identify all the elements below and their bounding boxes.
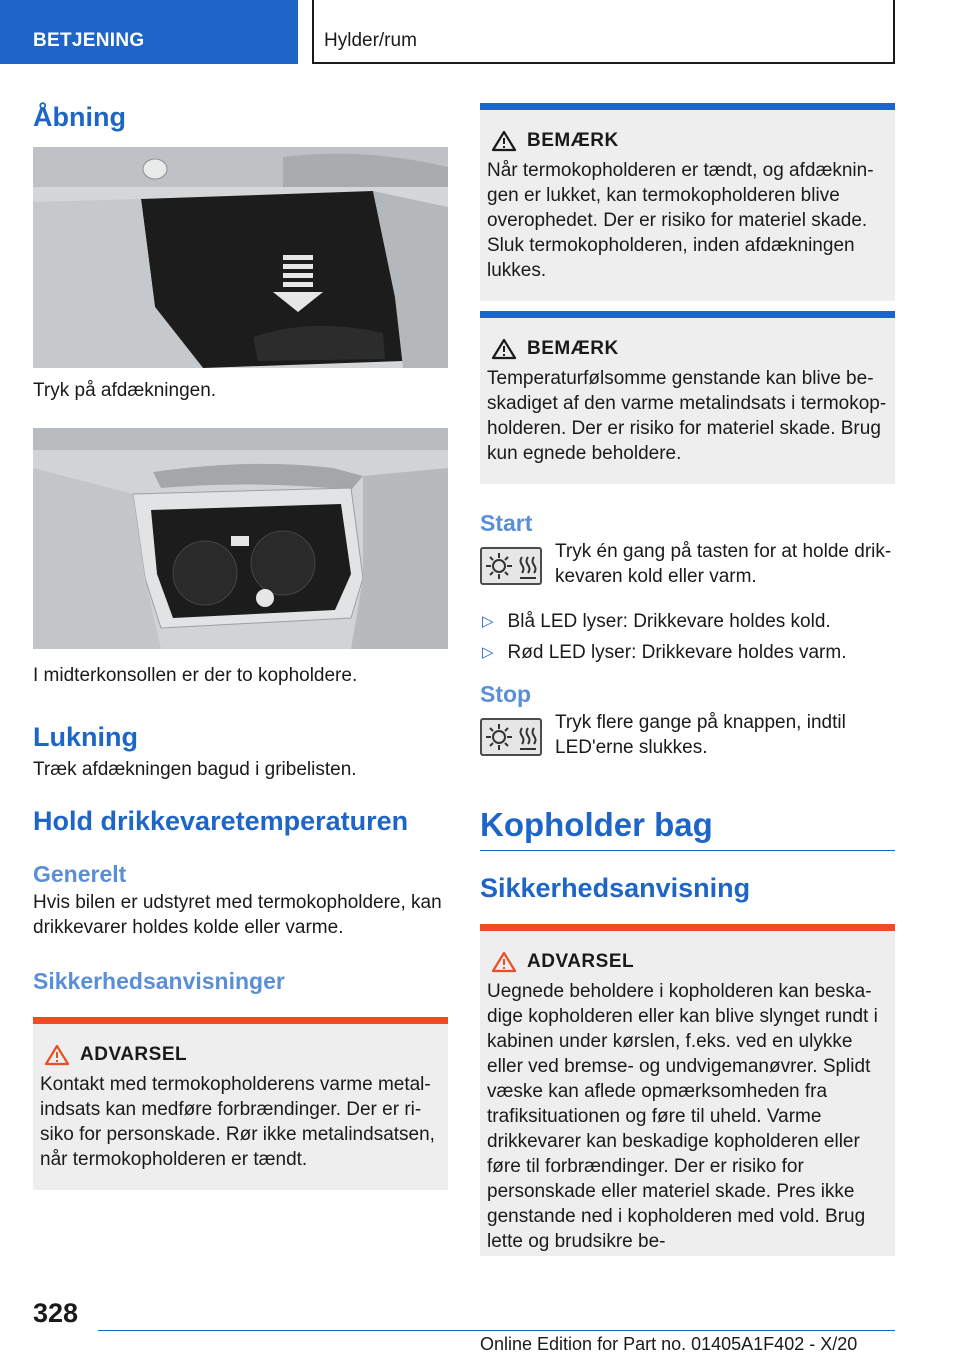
footer-rule: [98, 1330, 895, 1331]
stop-text: Tryk flere gange på knappen, indtil LED'erne slukkes.: [555, 712, 846, 758]
cupholder-cover-photo: [33, 147, 448, 368]
warning-title: ADVARSEL: [80, 1044, 188, 1065]
led-status-list: [480, 609, 895, 665]
closing-heading: Lukning: [33, 722, 138, 752]
notice-title: BEMÆRK: [527, 130, 619, 151]
notice-box-2: [480, 311, 895, 484]
cover-closed-illustration: [33, 147, 448, 368]
bullet-triangle-icon: ▷: [482, 613, 494, 630]
opening-heading: Åbning: [33, 102, 126, 132]
right-column: [480, 103, 895, 1256]
warning-box-left: [33, 1017, 448, 1190]
cooling-heating-button-icon: [480, 718, 542, 756]
notice-title: BEMÆRK: [527, 338, 619, 359]
notice-header: [487, 130, 888, 152]
warning-title: ADVARSEL: [527, 951, 635, 972]
chapter-heading: Kopholder bag: [480, 806, 713, 843]
closing-text: Træk afdækningen bagud i gribelisten.: [33, 759, 357, 780]
stop-row: [480, 710, 895, 760]
section-tab: BETJENING: [0, 0, 298, 64]
warning-box-right: [480, 924, 895, 1256]
footer-edition: Online Edition for Part no. 01405A1F402 - X/20: [480, 1334, 858, 1354]
page-title: Hylder/rum: [312, 0, 895, 64]
chapter-heading-block: [480, 806, 895, 851]
start-text: Tryk én gang på tasten for at holde drikkevaren kold eller varm.: [555, 541, 892, 587]
warning-triangle-icon: [491, 338, 517, 360]
safety-heading-right: Sikkerhedsanvisning: [480, 873, 751, 903]
start-heading: Start: [480, 510, 533, 536]
notice-text: Når termokopholderen er tændt, og afdækningen er lukket, kan termokopholderen blive overophedet. Der er risiko for materiel skade. Sluk termokopholderen, inden afdækningen lukkes.: [487, 160, 874, 281]
warning-text: Kontakt med termokopholderens varme metalindsats kan medføre forbrændinger. Der er risiko for personskade. Rør ikke metalindsatsen, når termokopholderen er tændt.: [40, 1074, 435, 1170]
warning-text: Uegnede beholdere i kopholderen kan beskadige kopholderen eller kan blive slynget rundt i kabinen under kørslen, f.eks. ved en ulykke eller ved bremse- og undvigemanøvrer. Splidt væske kan aflede opmærksomheden fra trafiksituationen og føre til uheld. Varme drikkevarer kan beskadige kopholderen eller føre til forbrændinger. Der er risiko for personskade eller materiel skade. Pres ikke genstande ned i kopholderen med vold. Brug lette og brudsikre be-: [487, 981, 878, 1252]
list-item: ▷ Rød LED lyser: Drikkevare holdes varm.: [482, 642, 847, 663]
start-row: [480, 539, 895, 589]
notice-header: [487, 338, 888, 360]
notice-text: Temperaturfølsomme genstande kan blive beskadiget af den varme metalindsats i termokopholderen. Der er risiko for materiel skade. Brug kun egnede beholdere.: [487, 368, 887, 464]
notice-box-1: [480, 103, 895, 301]
bullet-triangle-icon: ▷: [482, 644, 494, 661]
general-text: Hvis bilen er udstyret med termokopholdere, kan drikkevarer holdes kolde eller varme.: [33, 892, 442, 938]
general-heading: Generelt: [33, 861, 127, 887]
safety-heading-left: Sikkerhedsanvisninger: [33, 968, 285, 994]
warning-triangle-icon: [491, 951, 517, 973]
cupholders-open-illustration: [33, 428, 448, 649]
cooling-heating-button-icon: [480, 547, 542, 585]
warning-header: [487, 951, 888, 973]
caption-press-cover: Tryk på afdækningen.: [33, 380, 217, 401]
temperature-heading: Hold drikkevaretemperaturen: [33, 806, 409, 836]
list-item: ▷ Blå LED lyser: Drikkevare holdes kold.: [482, 611, 831, 632]
warning-triangle-icon: [491, 130, 517, 152]
caption-two-cupholders: I midterkonsollen er der to kopholdere.: [33, 665, 358, 686]
warning-header: [40, 1044, 441, 1066]
cupholders-photo: [33, 428, 448, 649]
left-column: [33, 100, 448, 1190]
warning-triangle-icon: [44, 1044, 70, 1066]
page-number: 328: [33, 1298, 79, 1328]
stop-heading: Stop: [480, 681, 532, 707]
